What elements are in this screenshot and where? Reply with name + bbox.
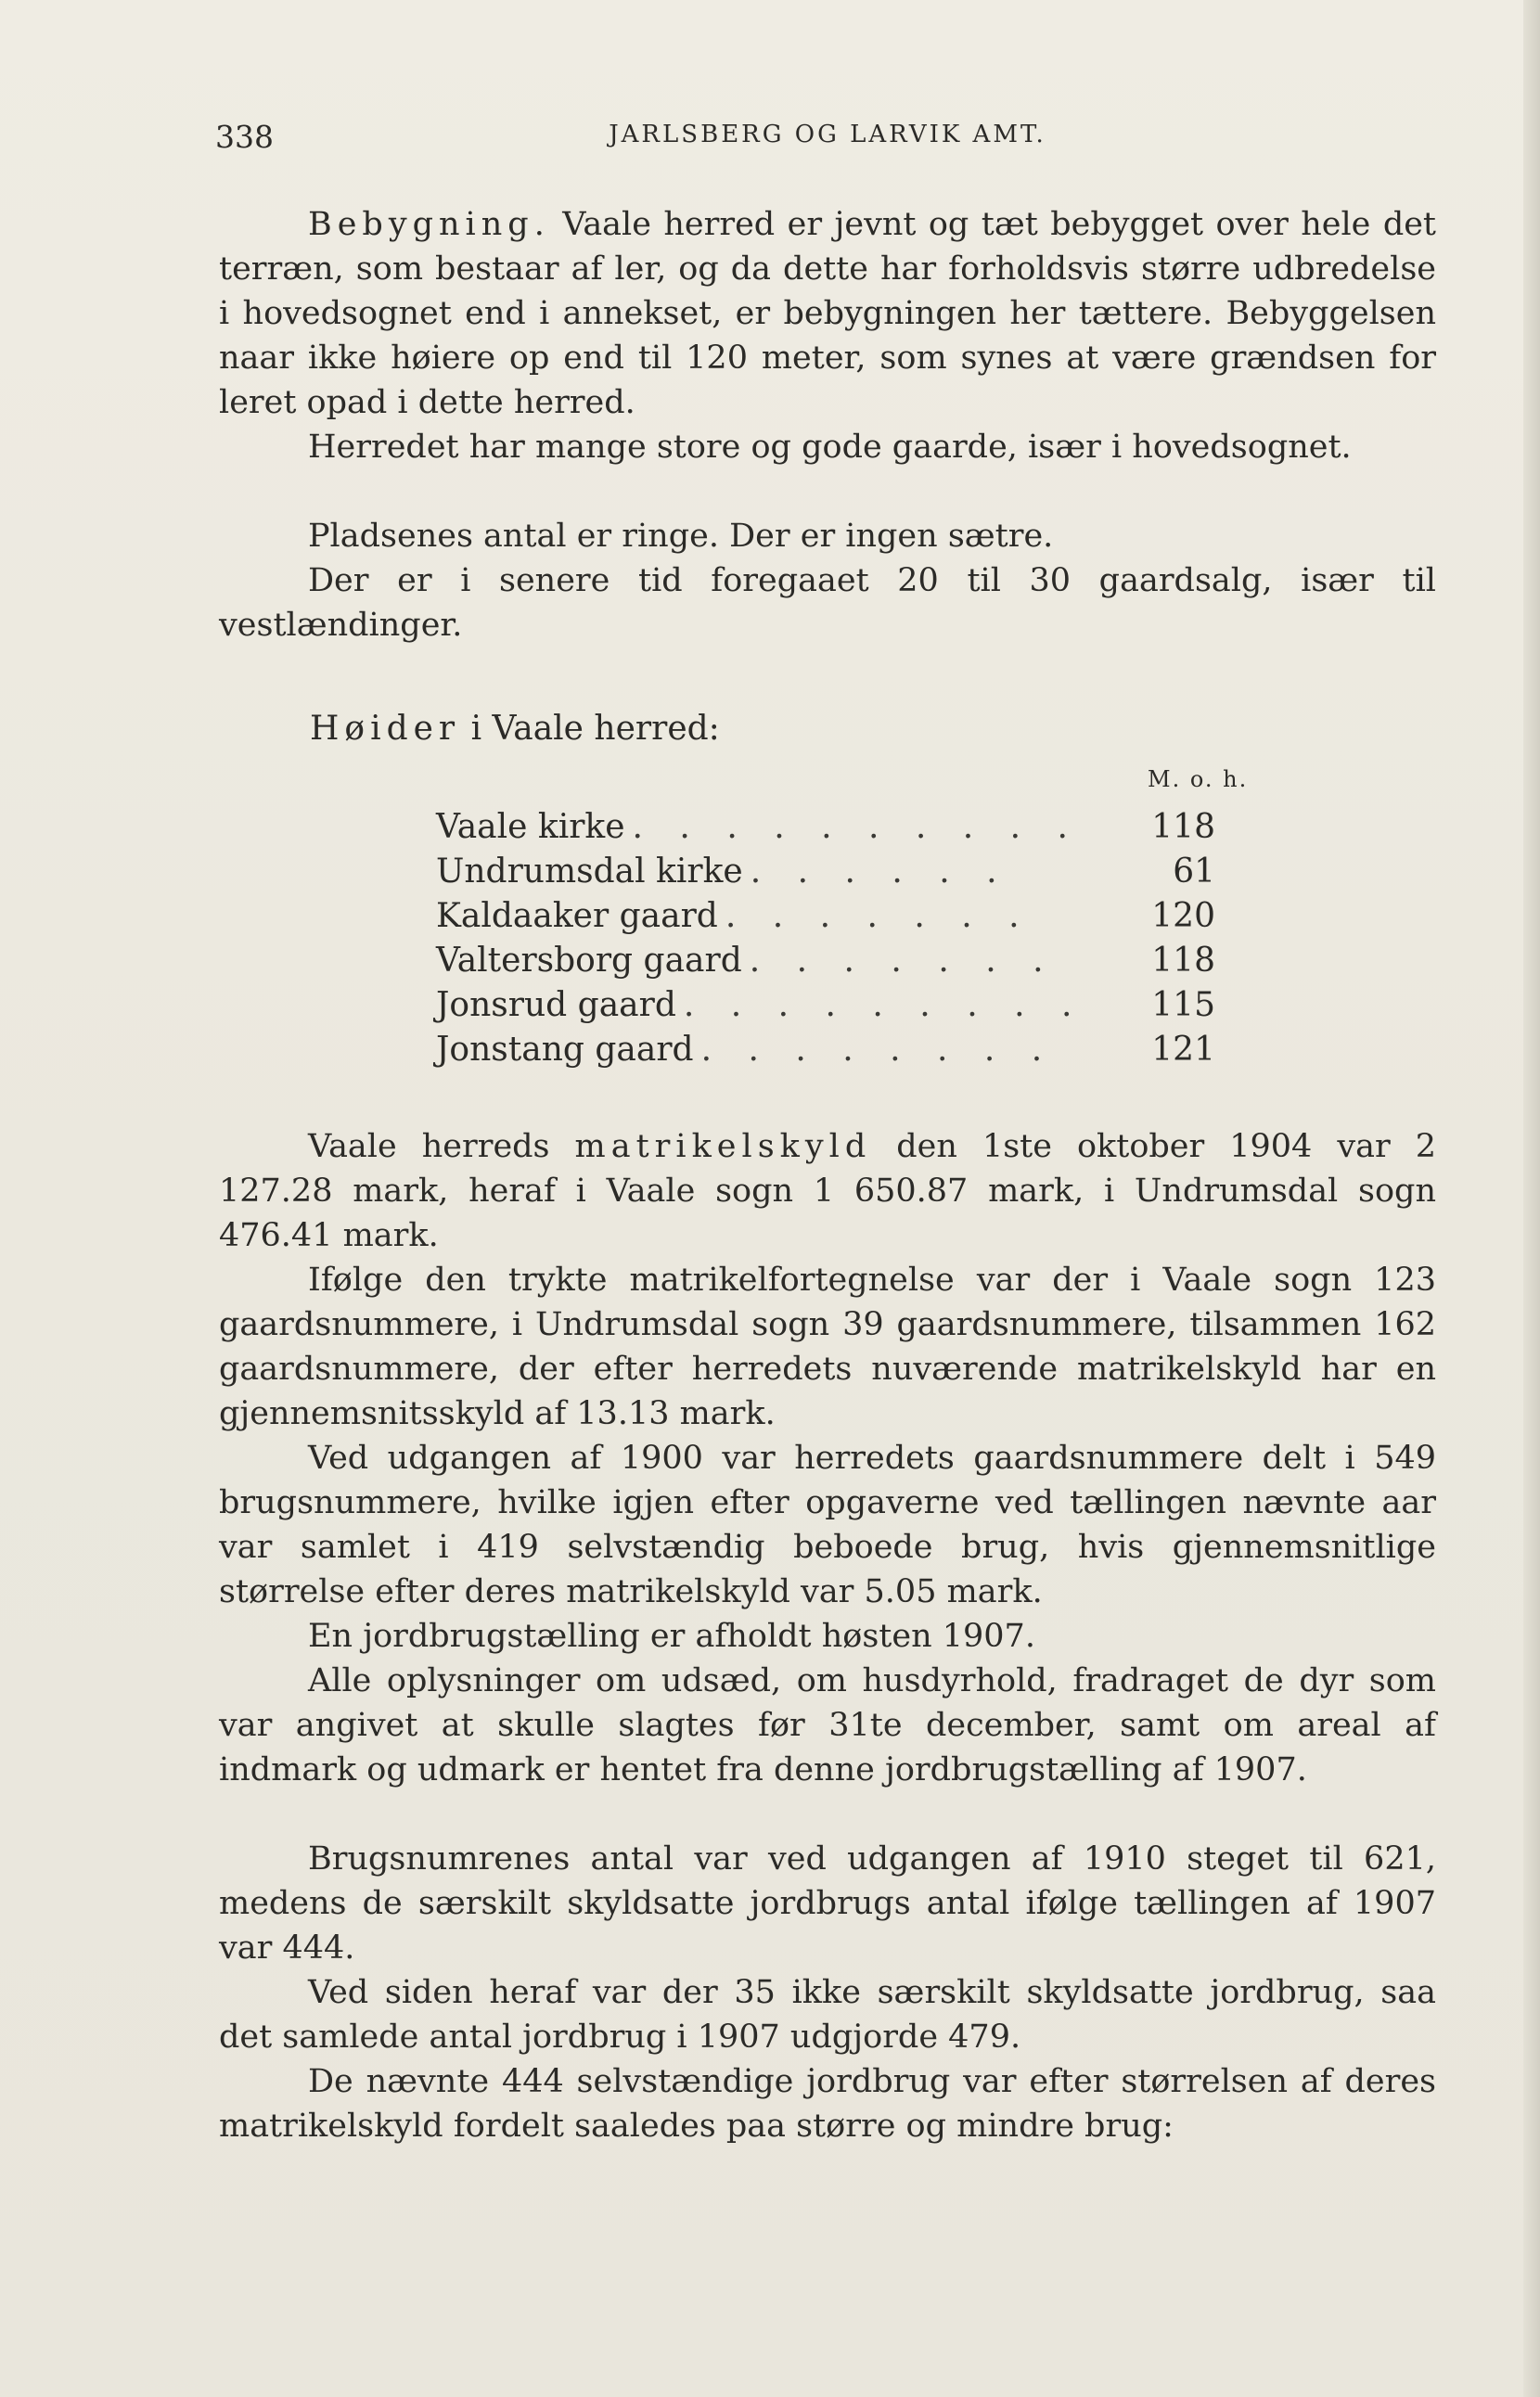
paragraph-matrikelfortegnelse: Ifølge den trykte matrikelfortegnelse var der i Vaale sogn 123 gaardsnummere, i Undrumsdal sogn 39 gaardsnummere, tilsammen 162 gaardsnummere, der efter herredets nuværende matrikelskyld har en gjennemsnitsskyld af 13.13 mark. (219, 1262, 1436, 1432)
location-name: Valtersborg gaard (436, 942, 742, 980)
paragraph-oplysninger: Alle oplysninger om udsæd, om husdyrhold, fradraget de dyr som var angivet at skulle slagtes før 31te december, samt om areal af indmark og udmark er hentet fra denne jordbrugstælling af 1907. (219, 1662, 1436, 1788)
leader-dots: . . . . . . . . . (683, 986, 1085, 1024)
running-head: JARLSBERG OG LARVIK AMT. (609, 121, 1046, 148)
location-name: Kaldaaker gaard (436, 897, 718, 935)
spaced-heading: Bebygning. (308, 206, 550, 243)
paragraph-jordbrugstaelling: En jordbrugstælling er afholdt høsten 1907. (308, 1618, 1035, 1655)
leader-dots: . . . . . . . . . . (632, 808, 1081, 846)
height-row (436, 1028, 1225, 1072)
page-header (215, 119, 1440, 156)
paragraph-pladse: Pladsenes antal er ringe. Der er ingen sætre. (308, 518, 1054, 555)
page-edge (1523, 0, 1540, 2397)
height-value: 120 (1151, 897, 1215, 935)
heights-title (310, 710, 720, 748)
leader-dots: . . . . . . . (725, 897, 1033, 935)
heights-title-rest: i Vaale herred: (460, 710, 720, 748)
paragraph-matrikelskyld (219, 1124, 1436, 1258)
location-name: Jonsrud gaard (436, 986, 676, 1024)
height-value: 118 (1151, 942, 1215, 980)
location-name: Undrumsdal kirke (436, 852, 743, 891)
height-value: 115 (1151, 986, 1215, 1024)
height-value: 118 (1151, 808, 1215, 846)
paragraph-text: Vaale herred er jevnt og tæt bebygget over hele det terræn, som bestaar af ler, og da dette har forholdsvis større udbredelse i hovedsognet end i annekset, er bebygningen her tættere. Bebyggelsen naar ikke høiere op end til 120 meter, som synes at være grændsen for leret opad i dette herred. (219, 206, 1436, 421)
heights-title-spaced: Høider (310, 710, 461, 748)
page-number: 338 (215, 119, 274, 155)
location-name: Jonstang gaard (436, 1031, 694, 1069)
height-value: 61 (1173, 852, 1215, 891)
leader-dots: . . . . . . . . (700, 1031, 1056, 1069)
height-row (436, 805, 1225, 850)
paragraph-brugsnumrenes-antal: Brugsnumrenes antal var ved udgangen af 1910 steget til 621, medens de særskilt skyldsatte jordbrugs antal ifølge tællingen af 1907 var 444. (219, 1840, 1436, 1967)
paragraph-text: den 1ste oktober 1904 var 2 127.28 mark, heraf i Vaale sogn 1 650.87 mark, i Undrumsdal sogn 476.41 mark. (219, 1128, 1437, 1254)
paragraph-gaarde: Herredet har mange store og gode gaarde, især i hovedsognet. (308, 429, 1352, 466)
paragraph-brugsnummere: Ved udgangen af 1900 var herredets gaardsnummere delt i 549 brugsnummere, hvilke igjen efter opgaverne ved tællingen nævnte aar var samlet i 419 selvstændig beboede brug, hvis gjennemsnitlige størrelse efter deres matrikelskyld var 5.05 mark. (219, 1440, 1436, 1610)
height-row (436, 983, 1225, 1028)
height-value: 121 (1151, 1031, 1215, 1069)
spaced-term: matrikelskyld (574, 1128, 872, 1165)
leader-dots: . . . . . . . (749, 942, 1057, 980)
heights-unit: M. o. h. (1148, 766, 1249, 792)
paragraph-gaardsalg: Der er i senere tid foregaaet 20 til 30 gaardsalg, især til vestlændinger. (219, 562, 1436, 644)
location-name: Vaale kirke (436, 808, 625, 846)
paragraph-bebygning (219, 202, 1436, 425)
height-row (436, 939, 1225, 983)
height-row (436, 894, 1225, 939)
height-row (436, 850, 1225, 894)
paragraph-fordeling: De nævnte 444 selvstændige jordbrug var efter størrelsen af deres matrikelskyld fordelt saaledes paa større og mindre brug: (219, 2063, 1436, 2145)
leader-dots: . . . . . . (750, 852, 1010, 891)
paragraph-skyldsatte: Ved siden heraf var der 35 ikke særskilt skyldsatte jordbrug, saa det samlede antal jordbrug i 1907 udgjorde 479. (219, 1974, 1436, 2056)
paragraph-text: Vaale herreds (308, 1128, 575, 1165)
